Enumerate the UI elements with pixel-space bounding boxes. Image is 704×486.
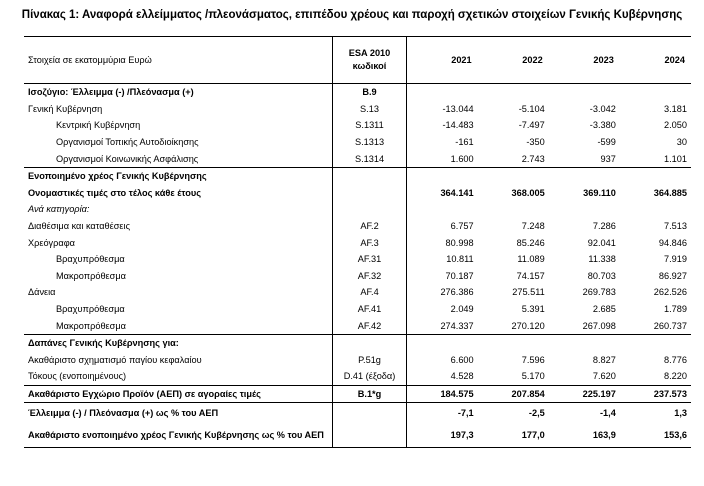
row-code: S.1311 [332,117,406,134]
row-code: AF.3 [332,234,406,251]
row-label: Οργανισμοί Τοπικής Αυτοδιοίκησης [56,137,199,148]
row-label: Ακαθάριστο ενοποιημένο χρέος Γενικής Κυβέρνησης ως % του ΑΕΠ [24,423,332,448]
row-value-2021: 1.600 [450,153,474,164]
table-row [24,185,691,202]
table-row [24,368,691,385]
table-row [24,201,691,218]
table-row [24,301,691,318]
row-value-2021 [407,167,478,184]
row-label: Διαθέσιμα και καταθέσεις [28,221,130,232]
row-value-2024: 1.789 [664,304,687,315]
row-value-2022: -7.497 [518,120,545,131]
row-value-2022: 7.596 [521,354,545,365]
row-value-2023: 163,9 [549,423,620,448]
table-row [24,251,691,268]
row-value-2021: 274.337 [440,320,474,331]
row-value-2022 [478,167,549,184]
row-value-2022: 207.854 [478,385,549,403]
row-value-2023: 7.286 [592,221,616,232]
table-title: Πίνακας 1: Αναφορά ελλείμματος /πλεονάσματος, επιπέδου χρέους και παροχή σχετικών στοιχείων Γενικής Κυβέρνησης [21,9,683,21]
row-label: Δάνεια [28,287,56,298]
row-label: Γενική Κυβέρνηση [28,103,103,114]
row-value-2023: -1,4 [600,408,616,419]
row-value-2021 [407,84,478,101]
row-value-2021: 197,3 [407,423,478,448]
header-code [332,37,406,84]
row-label: Κεντρική Κυβέρνηση [56,120,141,131]
row-value-2024: 262.526 [653,287,687,298]
row-label: Βραχυπρόθεσμα [56,254,125,265]
row-value-2024: 1.101 [664,153,687,164]
row-code [332,185,406,202]
row-code: AF.2 [332,218,406,235]
row-value-2022: 368.005 [511,187,545,198]
row-value-2022: 85.246 [516,237,545,248]
row-value-2023: 80.703 [587,270,616,281]
row-value-2021: 4.528 [450,371,474,382]
table-row [24,334,691,351]
row-value-2022: 11.089 [517,254,545,265]
row-value-2023: 11.338 [588,254,616,265]
row-value-2024: 1,3 [674,408,687,419]
row-label: Ονομαστικές τιμές στο τέλος κάθε έτους [28,187,201,198]
row-value-2022: 5.170 [521,371,545,382]
header-year: 2021 [407,37,478,84]
table-row [24,268,691,285]
row-label: Ισοζύγιο: Έλλειμμα (-) /Πλεόνασμα (+) [28,87,194,98]
row-code: AF.41 [332,301,406,318]
row-value-2021: 70.187 [445,270,474,281]
table-row [24,150,691,167]
row-value-2023 [549,334,620,351]
row-label: Ακαθάριστο σχηματισμό παγίου κεφαλαίου [28,354,202,365]
row-value-2023 [549,84,620,101]
fiscal-data-table [24,36,691,448]
row-value-2024 [620,334,691,351]
row-value-2021 [407,334,478,351]
row-code: S.1313 [332,134,406,151]
row-value-2023: -599 [597,137,616,148]
row-value-2024: 7.513 [664,221,687,232]
table-row [24,385,691,403]
row-value-2021 [407,201,478,218]
row-value-2022: -5.104 [518,103,545,114]
header-year: 2024 [620,37,691,84]
table-row [24,317,691,334]
row-code [332,423,406,448]
header-year: 2023 [549,37,620,84]
row-value-2023: 369.110 [583,187,616,198]
row-value-2024: 8.220 [664,371,687,382]
header-label: Στοιχεία σε εκατομμύρια Ευρώ [24,37,332,84]
table-row [24,167,691,184]
row-code: AF.32 [332,268,406,285]
row-value-2024: 153,6 [620,423,691,448]
header-year: 2022 [478,37,549,84]
row-code: AF.4 [332,284,406,301]
table-row [24,352,691,369]
table-row [24,134,691,151]
row-value-2021: 80.998 [445,237,474,248]
row-value-2022: 74.157 [516,270,545,281]
row-value-2021: 364.141 [440,187,474,198]
row-value-2022: 7.248 [521,221,545,232]
header-code-line2: κωδικοί [352,61,387,71]
row-value-2022: 275.511 [512,287,545,298]
row-value-2021: -161 [455,137,474,148]
row-value-2023: 937 [600,153,616,164]
row-label: Χρεόγραφα [28,237,75,248]
row-label: Βραχυπρόθεσμα [56,304,125,315]
row-value-2022 [478,201,549,218]
row-value-2023: 92.041 [587,237,616,248]
row-value-2021: -7,1 [457,408,474,419]
row-label: Ανά κατηγορία: [28,204,90,215]
row-code: B.9 [332,84,406,101]
row-code: B.1*g [332,385,406,403]
row-value-2024: 260.737 [653,320,687,331]
table-row [24,218,691,235]
row-label: Οργανισμοί Κοινωνικής Ασφάλισης [56,153,199,164]
table-row [24,117,691,134]
row-label: Έλλειμμα (-) / Πλεόνασμα (+) ως % του ΑΕΠ [28,408,219,419]
row-value-2024 [620,201,691,218]
row-value-2024: 86.927 [658,270,687,281]
row-value-2022: 177,0 [478,423,549,448]
row-code [332,201,406,218]
row-value-2021: -14.483 [442,120,474,131]
row-code: D.41 (έξοδα) [332,368,406,385]
row-value-2023 [549,201,620,218]
row-value-2021: 2.049 [450,304,474,315]
row-value-2022: 270.120 [511,320,545,331]
row-value-2024: 364.885 [653,187,687,198]
row-label: Ενοποιημένο χρέος Γενικής Κυβέρνησης [24,167,332,184]
row-value-2021: 10.811 [446,254,474,265]
row-code: S.13 [332,101,406,118]
row-value-2023: 7.620 [592,371,616,382]
row-value-2023: -3.042 [589,103,616,114]
table-row [24,84,691,101]
row-value-2024: 7.919 [664,254,687,265]
row-code: AF.31 [332,251,406,268]
row-label: Δαπάνες Γενικής Κυβέρνησης για: [24,334,332,351]
row-value-2023: -3.380 [589,120,616,131]
table-row [24,423,691,448]
row-label: Τόκους (ενοποιημένους) [28,371,127,382]
row-value-2023: 8.827 [592,354,616,365]
row-value-2024 [620,84,691,101]
row-value-2023 [549,167,620,184]
row-value-2024 [620,167,691,184]
table-row [24,403,691,424]
row-value-2021: 6.600 [450,354,474,365]
header-row [24,37,691,84]
row-value-2021: 6.757 [450,221,474,232]
row-value-2023: 267.098 [582,320,616,331]
table-row [24,284,691,301]
row-value-2021: -13.044 [442,103,474,114]
row-value-2024: 8.776 [664,354,687,365]
row-value-2023: 225.197 [549,385,620,403]
row-value-2024: 237.573 [620,385,691,403]
row-label: Ακαθάριστο Εγχώριο Προϊόν (ΑΕΠ) σε αγοραίες τιμές [24,385,332,403]
row-value-2022: -350 [526,137,545,148]
row-value-2023: 269.783 [582,287,616,298]
row-value-2023: 2.685 [592,304,616,315]
row-value-2022 [478,334,549,351]
header-code-line1: ESA 2010 [348,48,391,58]
row-value-2024: 2.050 [664,120,687,131]
row-code [332,167,406,184]
row-code: AF.42 [332,317,406,334]
row-code: P.51g [332,352,406,369]
row-code: S.1314 [332,150,406,167]
row-value-2024: 94.846 [658,237,687,248]
row-value-2024: 30 [676,137,687,148]
row-value-2021: 184.575 [407,385,478,403]
row-label: Μακροπρόθεσμα [56,320,126,331]
row-code [332,334,406,351]
row-value-2024: 3.181 [664,103,687,114]
row-value-2022: -2,5 [528,408,545,419]
row-value-2022 [478,84,549,101]
row-code [332,403,406,424]
table-row [24,101,691,118]
table-row [24,234,691,251]
row-value-2022: 5.391 [521,304,545,315]
row-value-2022: 2.743 [521,153,545,164]
row-value-2021: 276.386 [440,287,474,298]
row-label: Μακροπρόθεσμα [56,270,126,281]
